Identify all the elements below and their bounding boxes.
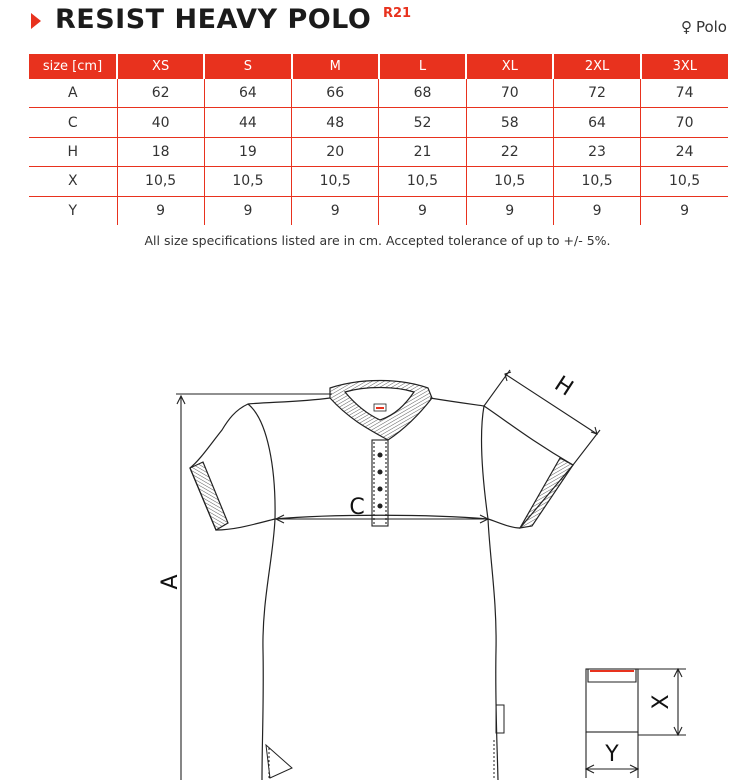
table-cell: 74 xyxy=(641,79,728,108)
table-cell: 64 xyxy=(204,79,291,108)
table-cell: 68 xyxy=(379,79,466,108)
table-cell: 58 xyxy=(466,108,553,137)
column-header: XS xyxy=(117,54,204,79)
table-cell: 18 xyxy=(117,137,204,166)
table-cell: 9 xyxy=(292,196,379,225)
table-cell: 10,5 xyxy=(204,167,291,196)
column-header: 2XL xyxy=(553,54,640,79)
table-cell: 72 xyxy=(553,79,640,108)
table-cell: 9 xyxy=(117,196,204,225)
polo-collar xyxy=(330,381,432,441)
table-cell: 10,5 xyxy=(641,167,728,196)
dimension-x-label: X xyxy=(649,694,674,710)
column-header: L xyxy=(379,54,466,79)
product-code: R21 xyxy=(383,6,412,21)
dimension-c-label: C xyxy=(349,495,365,520)
table-cell: 9 xyxy=(553,196,640,225)
table-cell: 10,5 xyxy=(117,167,204,196)
row-label: C xyxy=(29,108,117,137)
column-header: M xyxy=(292,54,379,79)
row-label: X xyxy=(29,167,117,196)
table-cell: 23 xyxy=(553,137,640,166)
table-cell: 22 xyxy=(466,137,553,166)
column-header: S xyxy=(204,54,291,79)
table-cell: 66 xyxy=(292,79,379,108)
table-cell: 19 xyxy=(204,137,291,166)
table-cell: 24 xyxy=(641,137,728,166)
table-cell: 9 xyxy=(466,196,553,225)
table-cell: 52 xyxy=(379,108,466,137)
table-cell: 20 xyxy=(292,137,379,166)
dimension-y-label: Y xyxy=(605,742,619,767)
polo-placket xyxy=(372,440,388,526)
female-icon: ♀ xyxy=(680,18,692,36)
table-cell: 70 xyxy=(466,79,553,108)
dimension-h-label: H xyxy=(549,371,578,402)
table-cell: 9 xyxy=(379,196,466,225)
hem-details xyxy=(266,705,504,780)
table-cell: 40 xyxy=(117,108,204,137)
column-header: XL xyxy=(466,54,553,79)
dimension-a xyxy=(176,394,332,780)
product-title: RESIST HEAVY POLO xyxy=(55,4,372,35)
tolerance-note: All size specifications listed are in cm. Accepted tolerance of up to +/- 5%. xyxy=(144,233,611,248)
table-cell: 21 xyxy=(379,137,466,166)
table-cell: 9 xyxy=(641,196,728,225)
label-tag-detail xyxy=(586,669,686,778)
column-header: 3XL xyxy=(641,54,728,79)
row-label: H xyxy=(29,137,117,166)
category-label: Polo xyxy=(695,18,727,36)
table-cell: 9 xyxy=(204,196,291,225)
row-label: Y xyxy=(29,196,117,225)
table-cell: 44 xyxy=(204,108,291,137)
table-cell: 10,5 xyxy=(553,167,640,196)
table-cell: 62 xyxy=(117,79,204,108)
table-cell: 48 xyxy=(292,108,379,137)
table-cell: 70 xyxy=(641,108,728,137)
column-header: size [cm] xyxy=(29,54,117,79)
table-cell: 10,5 xyxy=(379,167,466,196)
dimension-a-label: A xyxy=(158,574,183,590)
table-cell: 10,5 xyxy=(292,167,379,196)
table-cell: 64 xyxy=(553,108,640,137)
table-cell: 10,5 xyxy=(466,167,553,196)
row-label: A xyxy=(67,85,78,102)
